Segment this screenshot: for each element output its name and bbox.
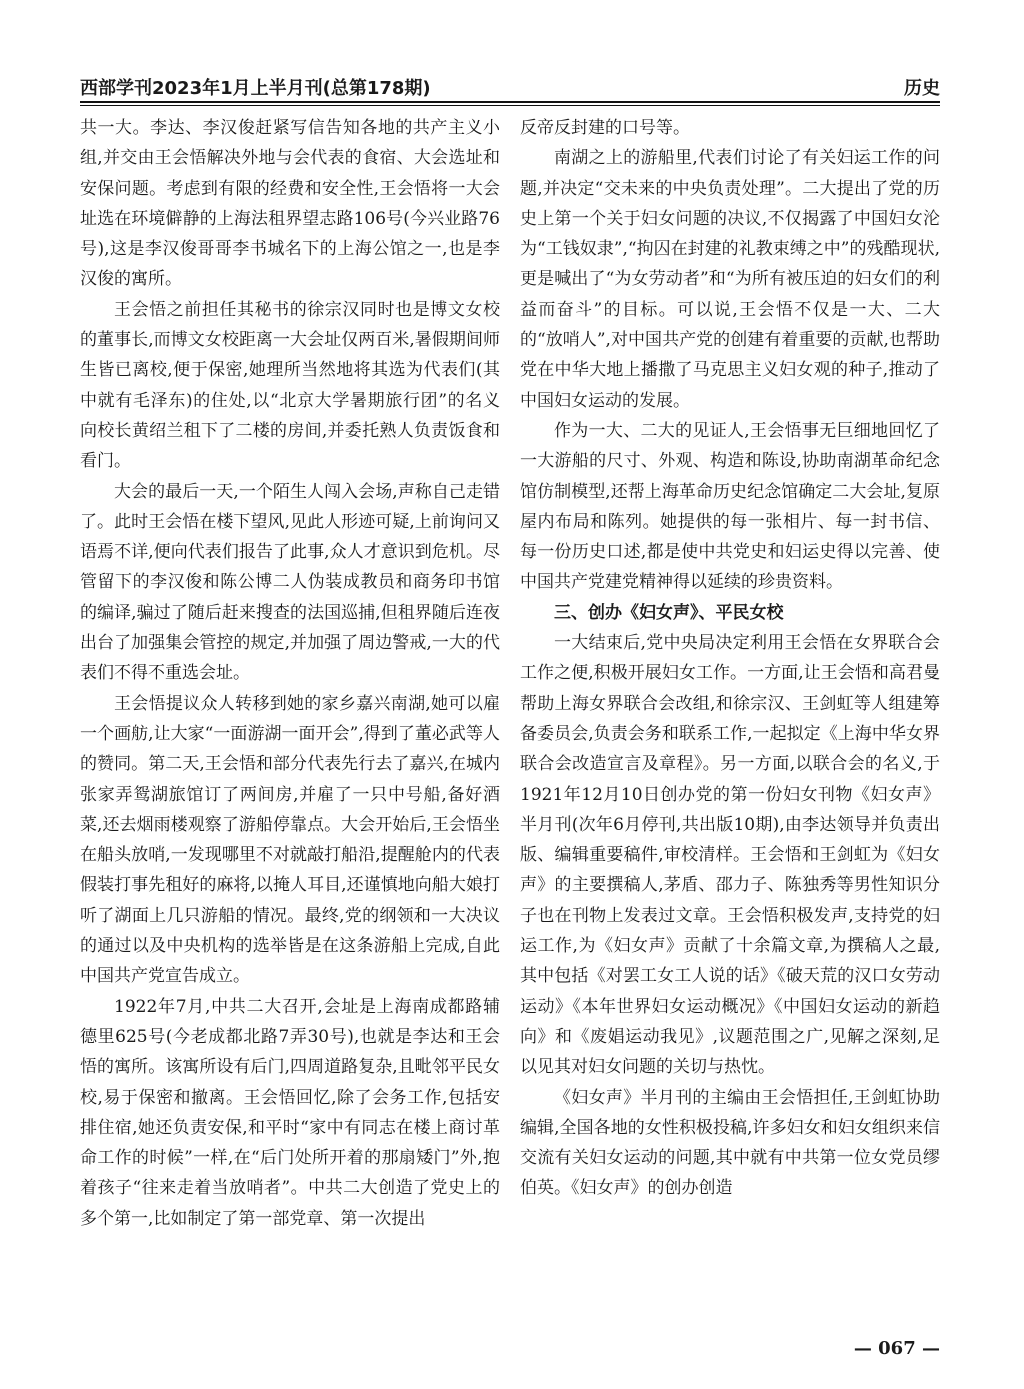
section-label: 历史	[904, 78, 940, 99]
paragraph: 王会悟提议众人转移到她的家乡嘉兴南湖,她可以雇一个画舫,让大家“一面游湖一面开会”,得到了董必武等人的赞同。第二天,王会悟和部分代表先行去了嘉兴,在城内张家弄鸳湖旅馆订了两间房,并雇了一只中号船,备好酒菜,还去烟雨楼观察了游船停靠点。大会开始后,王会悟坐在船头放哨,一发现哪里不对就敲打船沿,提醒舱内的代表假装打事先租好的麻将,以掩人耳目,还谨慎地向船大娘打听了湖面上几只游船的情况。最终,党的纲领和一大决议的通过以及中央机构的选举皆是在这条游船上完成,自此中国共产党宣告成立。	[80, 693, 500, 987]
paragraph: 南湖之上的游船里,代表们讨论了有关妇运工作的问题,并决定“交未来的中央负责处理”。二大提出了党的历史上第一个关于妇女问题的决议,不仅揭露了中国妇女沦为“工钱奴隶”,“拘囚在封建的礼教束缚之中”的残酷现状,更是喊出了“为女劳动者”和“为所有被压迫的妇女们的利益而奋斗”的目标。可以说,王会悟不仅是一大、二大的“放哨人”,对中国共产党的创建有着重要的贡献,也帮助党在中华大地上播撒了马克思主义妇女观的种子,推动了中国妇女运动的发展。	[520, 148, 940, 411]
paragraph: 一大结束后,党中央局决定利用王会悟在女界联合会工作之便,积极开展妇女工作。一方面,让王会悟和高君曼帮助上海女界联合会改组,和徐宗汉、王剑虹等人组建筹备委员会,负责会务和联系工作,一起拟定《上海中华女界联合会改造宣言及章程》。另一方面,以联合会的名义,于1921年12月10日创办党的第一份妇女刊物《妇女声》半月刊(次年6月停刊,共出版10期),由李达领导并负责出版、编辑重要稿件,审校清样。王会悟和王剑虹为《妇女声》的主要撰稿人,茅盾、邵力子、陈独秀等男性知识分子也在刊物上发表过文章。王会悟积极发声,支持党的妇运工作,为《妇女声》贡献了十余篇文章,为撰稿人之最,其中包括《对罢工女工人说的话》《破天荒的汉口女劳动运动》《本年世界妇女运动概况》《中国妇女运动的新趋向》和《废娼运动我见》,议题范围之广,见解之深刻,足以见其对妇女问题的关切与热忱。	[520, 633, 940, 1078]
journal-title: 西部学刊2023年1月上半月刊(总第178期)	[80, 78, 431, 99]
right-column	[520, 113, 940, 1204]
paragraph: 作为一大、二大的见证人,王会悟事无巨细地回忆了一大游船的尺寸、外观、构造和陈设,协助南湖革命纪念馆仿制模型,还帮上海革命历史纪念馆确定二大会址,复原屋内布局和陈列。她提供的每一张相片、每一封书信、每一份历史口述,都是使中共党史和妇运史得以完善、使中国共产党建党精神得以延续的珍贵资料。	[520, 420, 940, 593]
paragraph: 1922年7月,中共二大召开,会址是上海南成都路辅德里625号(今老成都北路7弄30号),也就是李达和王会悟的寓所。该寓所设有后门,四周道路复杂,且毗邻平民女校,易于保密和撤离。王会悟回忆,除了会务工作,包括安排住宿,她还负责安保,和平时“家中有同志在楼上商讨革命工作的时候”一样,在“后门处所开着的那扇矮门”外,抱着孩子“往来走着当放哨者”。中共二大创造了党史上的多个第一,比如制定了第一部党章、第一次提出	[80, 996, 500, 1229]
paragraph: 反帝反封建的口号等。	[520, 118, 690, 138]
header-rule-thick	[80, 101, 940, 103]
page-number: — 067 —	[853, 1338, 940, 1359]
paragraph: 《妇女声》半月刊的主编由王会悟担任,王剑虹协助编辑,全国各地的女性积极投稿,许多妇女和妇女组织来信交流有关妇女运动的问题,其中就有中共第一位女党员缪伯英。《妇女声》的创办创造	[520, 1087, 940, 1199]
paragraph: 大会的最后一天,一个陌生人闯入会场,声称自己走错了。此时王会悟在楼下望风,见此人形迹可疑,上前询问又语焉不详,便向代表们报告了此事,众人才意识到危机。尽管留下的李汉俊和陈公博二人伪装成教员和商务印书馆的编译,骗过了随后赶来搜查的法国巡捕,但租界随后连夜出台了加强集会管控的规定,并加强了周边警戒,一大的代表们不得不重选会址。	[80, 481, 500, 684]
left-column	[80, 113, 500, 1234]
paragraph: 王会悟之前担任其秘书的徐宗汉同时也是博文女校的董事长,而博文女校距离一大会址仅两百米,暑假期间师生皆已离校,便于保密,她理所当然地将其选为代表们(其中就有毛泽东)的住处,以“北京大学暑期旅行团”的名义向校长黄绍兰租下了二楼的房间,并委托熟人负责饭食和看门。	[80, 299, 500, 472]
header-rule-thin	[80, 105, 940, 106]
running-header	[80, 70, 940, 100]
paragraph: 共一大。李达、李汉俊赶紧写信告知各地的共产主义小组,并交由王会悟解决外地与会代表的食宿、大会选址和安保问题。考虑到有限的经费和安全性,王会悟将一大会址选在环境僻静的上海法租界望志路106号(今兴业路76号),这是李汉俊哥哥李书城名下的上海公馆之一,也是李汉俊的寓所。	[80, 118, 500, 290]
section-heading: 三、创办《妇女声》、平民女校	[554, 602, 784, 623]
